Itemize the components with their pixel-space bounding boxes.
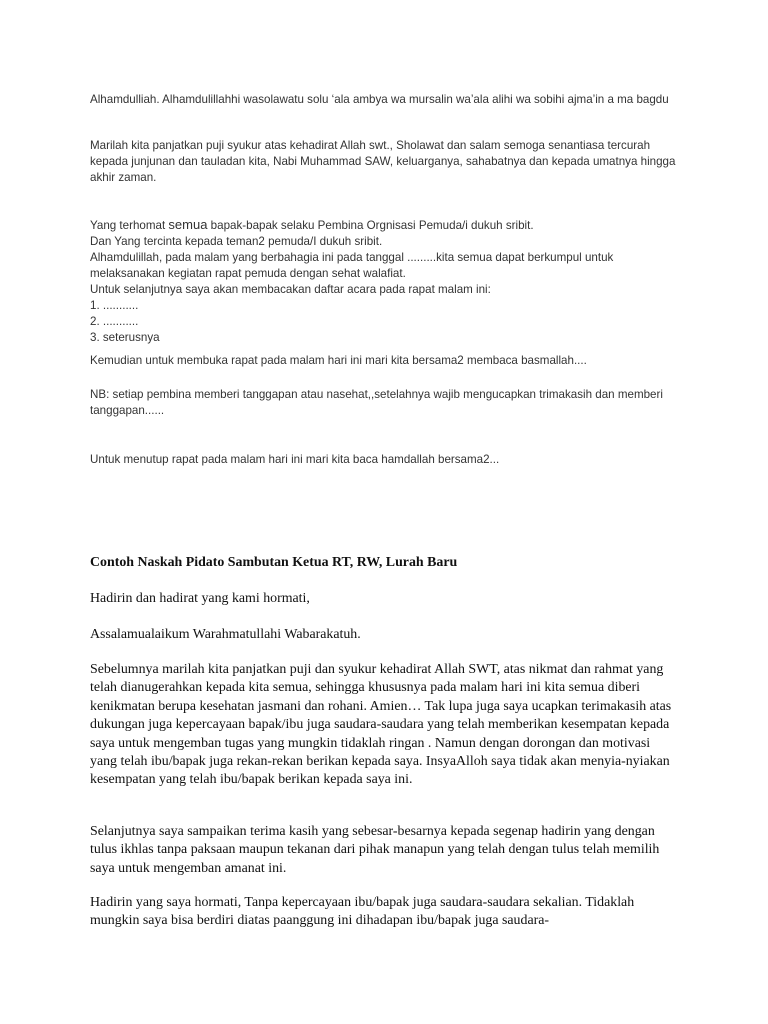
greeting-line-1-prefix: Yang terhomat <box>90 219 169 232</box>
speech-paragraph-3 <box>90 894 680 931</box>
speech-paragraph-2 <box>90 823 680 878</box>
speech-heading <box>90 554 680 572</box>
nb-paragraph <box>90 387 680 419</box>
greeting-line-4: Untuk selanjutnya saya akan membacakan daftar acara pada rapat malam ini: <box>90 283 491 296</box>
basmallah-text: Kemudian untuk membuka rapat pada malam hari ini mari kita bersama2 membaca basmallah.... <box>90 354 587 367</box>
speech-paragraph-1-text: Sebelumnya marilah kita panjatkan puji dan syukur kehadirat Allah SWT, atas nikmat dan rahmat yang telah dianugerahkan kepada kita semua, sehingga khususnya pada malam hari ini kita semua diberi kenikmatan berupa kesehatan jasmani dan rohani. Amien… Tak lupa juga saya ucapkan terimakasih atas dukungan juga kepercayaan bapak/ibu juga saudara-saudara yang telah memberikan kesempatan kepada saya untuk mengemban tugas yang mungkin tidaklah ringan . Namun dengan dorongan dan motivasi yang telah ibu/bapak juga rekan-rekan berikan kepada saya. InsyaAlloh saya tidak akan menyia-nyiakan kesempatan yang telah ibu/bapak berikan kepada saya ini. <box>90 662 672 788</box>
agenda-item-2: 2. ........... <box>90 315 139 328</box>
opening-text: Alhamdulliah. Alhamdulillahhi wasolawatu solu ‘ala ambya wa mursalin wa’ala alihi wa sobihi ajma’in a ma bagdu <box>90 93 669 106</box>
greeting-line-2: Dan Yang tercinta kepada teman2 pemuda/I dukuh sribit. <box>90 235 383 248</box>
speech-paragraph-2-text: Selanjutnya saya sampaikan terima kasih yang sebesar-besarnya kepada segenap hadirin yang dengan tulus ikhlas tanpa paksaan maupun tekanan dari pihak manapun yang telah dengan tulus telah memilih saya untuk mengemban amanat ini. <box>90 824 660 876</box>
agenda-item-3: 3. seterusnya <box>90 331 160 344</box>
puji-syukur-text: Marilah kita panjatkan puji syukur atas kehadirat Allah swt., Sholawat dan salam semoga senantiasa tercurah kepada junjunan dan tauladan kita, Nabi Muhammad SAW, keluarganya, sahabatnya dan kepada umatnya hingga akhir zaman. <box>90 139 676 184</box>
speech-paragraph-1 <box>90 661 680 790</box>
hadirin-text: Hadirin dan hadirat yang kami hormati, <box>90 591 310 606</box>
greeting-block <box>90 217 680 346</box>
penutup-text: Untuk menutup rapat pada malam hari ini mari kita baca hamdallah bersama2... <box>90 453 500 466</box>
greeting-line-1-emphasis: semua <box>168 217 208 232</box>
speech-paragraph-3-text: Hadirin yang saya hormati, Tanpa kepercayaan ibu/bapak juga saudara-saudara sekalian. Tidaklah mungkin saya bisa berdiri diatas paanggung ini dihadapan ibu/bapak juga saudara- <box>90 895 635 929</box>
nb-text: NB: setiap pembina memberi tanggapan atau nasehat,,setelahnya wajib mengucapkan trimakasih dan memberi tanggapan...... <box>90 388 663 417</box>
basmallah-paragraph <box>90 353 680 369</box>
penutup-paragraph <box>90 452 680 468</box>
hadirin-line <box>90 590 680 608</box>
greeting-line-1 <box>90 217 680 234</box>
speech-heading-text: Contoh Naskah Pidato Sambutan Ketua RT, RW, Lurah Baru <box>90 555 458 570</box>
puji-syukur-paragraph <box>90 138 680 186</box>
greeting-line-1-rest: bapak-bapak selaku Pembina Orgnisasi Pemuda/i dukuh sribit. <box>207 219 534 232</box>
salam-text: Assalamualaikum Warahmatullahi Wabarakatuh. <box>90 627 361 642</box>
salam-line <box>90 626 680 644</box>
opening-paragraph <box>90 92 680 108</box>
greeting-line-3: Alhamdulillah, pada malam yang berbahagia ini pada tanggal .........kita semua dapat berkumpul untuk melaksanakan kegiatan rapat pemuda dengan sehat walafiat. <box>90 251 614 280</box>
agenda-item-1: 1. ........... <box>90 299 139 312</box>
